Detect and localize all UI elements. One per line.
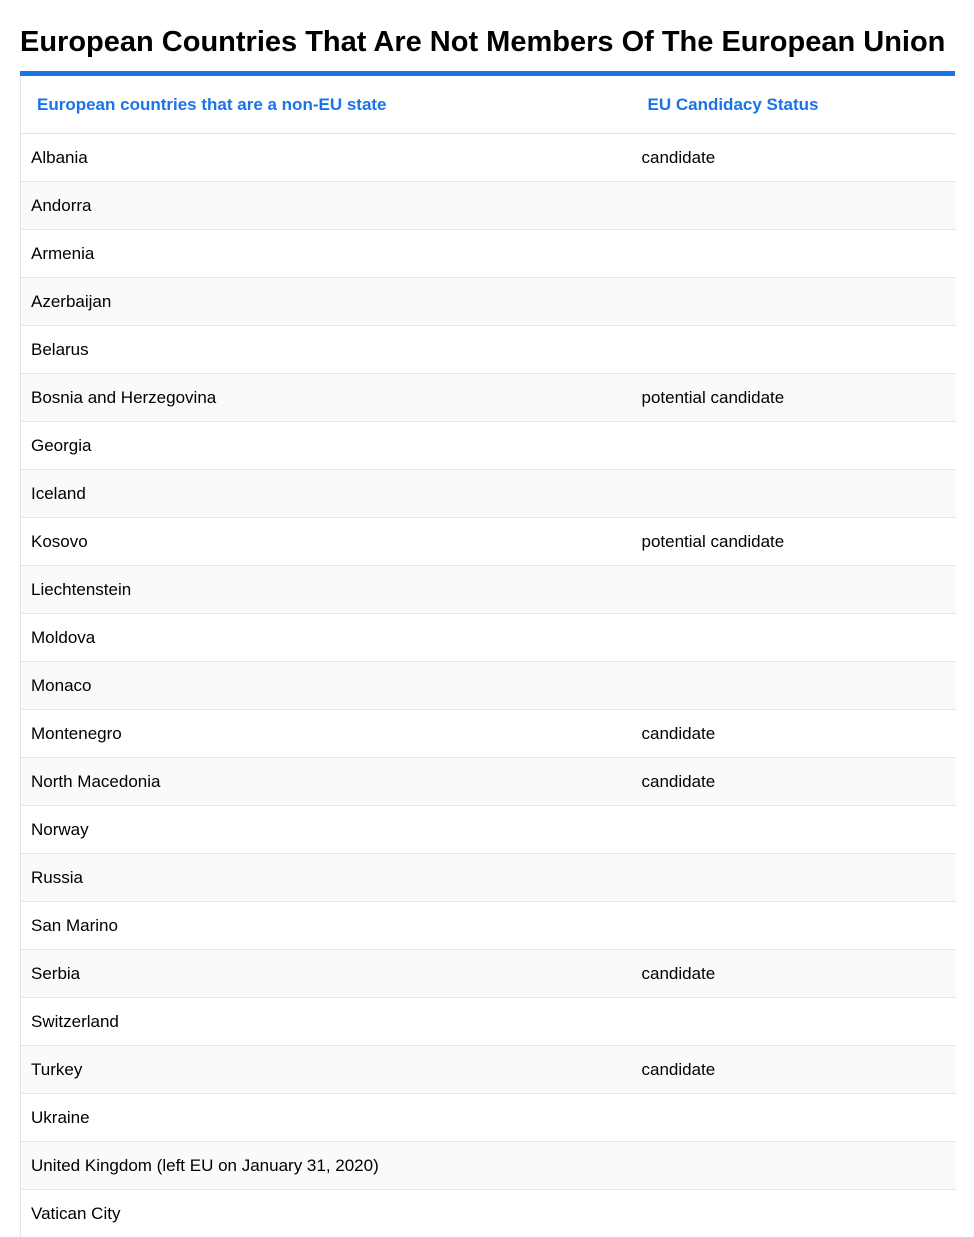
table-row [21, 614, 956, 662]
country-cell: Belarus [21, 326, 632, 374]
status-cell [632, 230, 956, 278]
table-row [21, 566, 956, 614]
country-cell: Albania [21, 134, 632, 182]
column-header-country: European countries that are a non-EU state [21, 76, 632, 134]
status-cell [632, 806, 956, 854]
table-header [21, 76, 956, 134]
table-row [21, 230, 956, 278]
table-row [21, 950, 956, 998]
page-title: European Countries That Are Not Members Of The European Union [20, 22, 945, 62]
table-row [21, 806, 956, 854]
table-row [21, 1094, 956, 1142]
table-row [21, 662, 956, 710]
status-cell [632, 662, 956, 710]
country-cell: Switzerland [21, 998, 632, 1046]
country-cell: Bosnia and Herzegovina [21, 374, 632, 422]
column-header-status: EU Candidacy Status [632, 76, 956, 134]
table-row [21, 710, 956, 758]
table-row [21, 1190, 956, 1237]
country-cell: Azerbaijan [21, 278, 632, 326]
table-row [21, 278, 956, 326]
country-cell: Russia [21, 854, 632, 902]
status-cell: candidate [632, 1046, 956, 1094]
status-cell [632, 854, 956, 902]
status-cell [632, 998, 956, 1046]
country-cell: Liechtenstein [21, 566, 632, 614]
status-cell [632, 566, 956, 614]
country-cell: San Marino [21, 902, 632, 950]
country-cell: Serbia [21, 950, 632, 998]
table-row [21, 374, 956, 422]
table-row [21, 470, 956, 518]
status-cell [632, 902, 956, 950]
country-cell: Iceland [21, 470, 632, 518]
country-cell: Kosovo [21, 518, 632, 566]
status-cell [632, 422, 956, 470]
status-cell [632, 1142, 956, 1190]
country-cell: Moldova [21, 614, 632, 662]
table-row [21, 998, 956, 1046]
table-row [21, 326, 956, 374]
table-row [21, 422, 956, 470]
country-cell: United Kingdom (left EU on January 31, 2020) [21, 1142, 632, 1190]
country-cell: Montenegro [21, 710, 632, 758]
countries-table [20, 76, 956, 1237]
table-row [21, 902, 956, 950]
table-row [21, 134, 956, 182]
table-row [21, 518, 956, 566]
status-cell: potential candidate [632, 374, 956, 422]
status-cell [632, 182, 956, 230]
status-cell: candidate [632, 758, 956, 806]
table-row [21, 1142, 956, 1190]
country-cell: North Macedonia [21, 758, 632, 806]
country-cell: Vatican City [21, 1190, 632, 1237]
status-cell: candidate [632, 950, 956, 998]
country-cell: Ukraine [21, 1094, 632, 1142]
country-cell: Turkey [21, 1046, 632, 1094]
country-cell: Georgia [21, 422, 632, 470]
table-row [21, 182, 956, 230]
country-cell: Monaco [21, 662, 632, 710]
status-cell [632, 1190, 956, 1237]
status-cell [632, 614, 956, 662]
table-body [21, 134, 956, 1237]
status-cell [632, 1094, 956, 1142]
status-cell [632, 326, 956, 374]
status-cell: candidate [632, 710, 956, 758]
table-row [21, 1046, 956, 1094]
status-cell [632, 470, 956, 518]
country-cell: Norway [21, 806, 632, 854]
country-cell: Armenia [21, 230, 632, 278]
header-row [21, 76, 956, 134]
status-cell: candidate [632, 134, 956, 182]
status-cell [632, 278, 956, 326]
status-cell: potential candidate [632, 518, 956, 566]
table-row [21, 854, 956, 902]
table-row [21, 758, 956, 806]
country-cell: Andorra [21, 182, 632, 230]
countries-table-container [20, 71, 955, 1237]
